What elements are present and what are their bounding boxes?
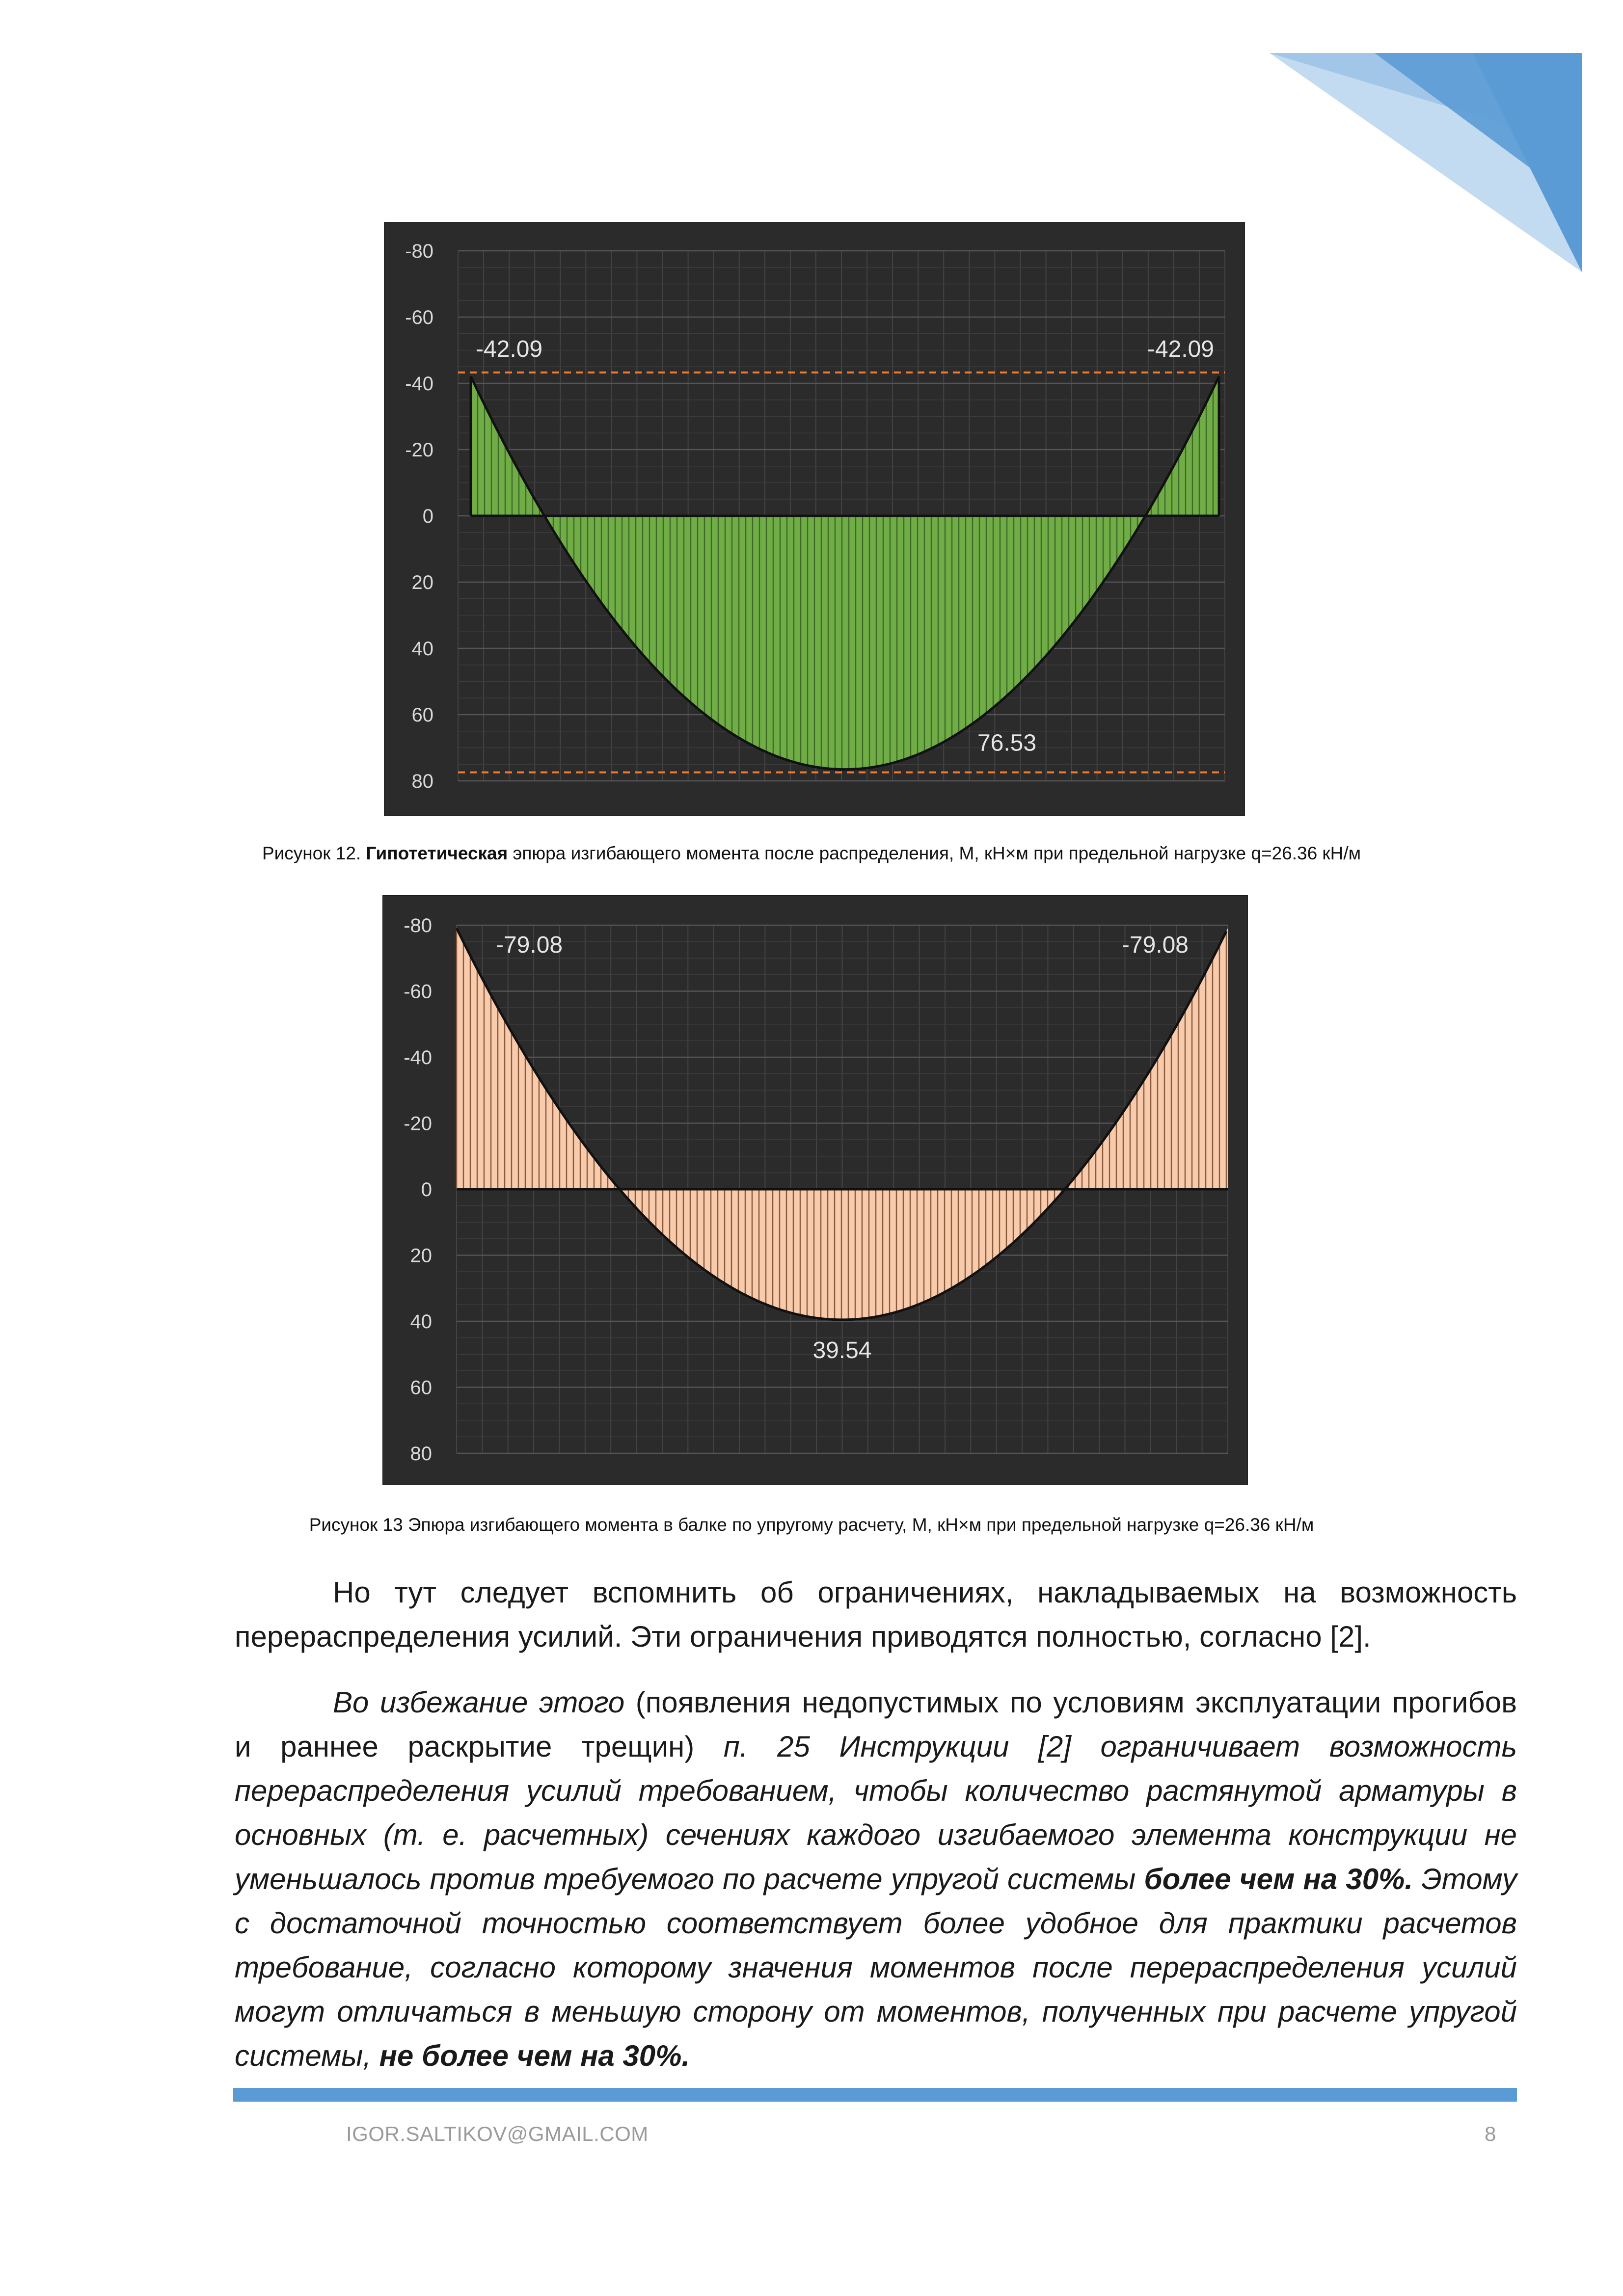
y-tick-label: -20 [404, 1113, 432, 1135]
figure-13-caption: Рисунок 13 Эпюра изгибающего момента в балке по упругому расчету, М, кН×м при предельной нагрузке q=26.36 кН/м [309, 1515, 1314, 1535]
quote-italic-a: Во избежание этого [333, 1686, 625, 1719]
figure-12-caption [0, 843, 1623, 864]
y-tick-label: 0 [422, 506, 433, 527]
data-label-span-max: 76.53 [977, 730, 1037, 756]
data-label-left-support: -42.09 [476, 336, 543, 362]
chart-svg [384, 222, 1244, 815]
chart-svg [383, 896, 1247, 1485]
page-number: 8 [1485, 2122, 1496, 2145]
caption-prefix: Рисунок 12. [262, 843, 366, 863]
y-tick-label: 20 [411, 572, 433, 593]
y-tick-label: -60 [405, 307, 433, 328]
moment-chart-redistributed [384, 222, 1245, 816]
y-tick-label: -40 [404, 1047, 432, 1068]
footer-email: IGOR.SALTIKOV@GMAIL.COM [346, 2122, 649, 2145]
moment-chart-elastic [382, 895, 1248, 1485]
moment-hatch [457, 928, 1226, 1320]
footer-rule [233, 2088, 1517, 2102]
y-tick-label: 60 [410, 1377, 432, 1399]
caption-rest: эпюра изгибающего момента после распределения, М, кН×м при предельной нагрузке q=26.36 кН/м [508, 843, 1361, 863]
y-tick-label: -60 [404, 981, 432, 1003]
y-tick-label: 40 [410, 1311, 432, 1333]
data-label-right-support: -42.09 [1147, 336, 1214, 362]
y-tick-label: 80 [411, 771, 433, 792]
data-label-left-support: -79.08 [496, 932, 563, 959]
y-tick-label: 80 [410, 1443, 432, 1465]
quote-italic-e: Этому с достаточной точностью соответствует более удобное для практики расчетов требование, согласно которому значения моментов после перераспределения усилий могут отличаться в меньшую сторону от моментов, полученных при расчете упругой системы, [235, 1863, 1517, 2072]
caption-bold: Гипотетическая [366, 843, 508, 863]
y-tick-label: 20 [410, 1245, 432, 1267]
y-tick-label: 60 [411, 704, 433, 726]
data-label-right-support: -79.08 [1121, 932, 1189, 959]
y-tick-label: -80 [404, 915, 432, 936]
moment-area [471, 376, 1219, 770]
quote-plain: (появления недопустимых по условиям эксплуатации прогибов и раннее раскрытие трещин) [235, 1686, 1517, 1763]
paragraph-quote [235, 1681, 1517, 2078]
quote-italic-c: п. 25 Инструкции [2] ограничивает возможность перераспределения усилий требованием, чтобы количество растянутой арматуры в основных (т. е. расчетных) сечениях каждого изгибаемого элемента конструкции не уменьшалось против требуемого по расчете упругой системы [235, 1730, 1517, 1896]
data-label-span-max: 39.54 [812, 1337, 872, 1363]
y-tick-label: 40 [411, 638, 433, 660]
quote-bold-f: не более чем на 30%. [379, 2039, 690, 2072]
y-tick-label: -40 [405, 373, 433, 395]
y-tick-label: 0 [421, 1179, 432, 1201]
y-tick-label: -80 [405, 240, 433, 262]
quote-bold-d: более чем на 30%. [1144, 1863, 1413, 1896]
y-tick-label: -20 [405, 439, 433, 461]
paragraph-limits: Но тут следует вспомнить об ограничениях, накладываемых на возможность перераспределения усилий. Эти ограничения приводятся полностью, согласно [2]. [235, 1576, 1517, 1653]
